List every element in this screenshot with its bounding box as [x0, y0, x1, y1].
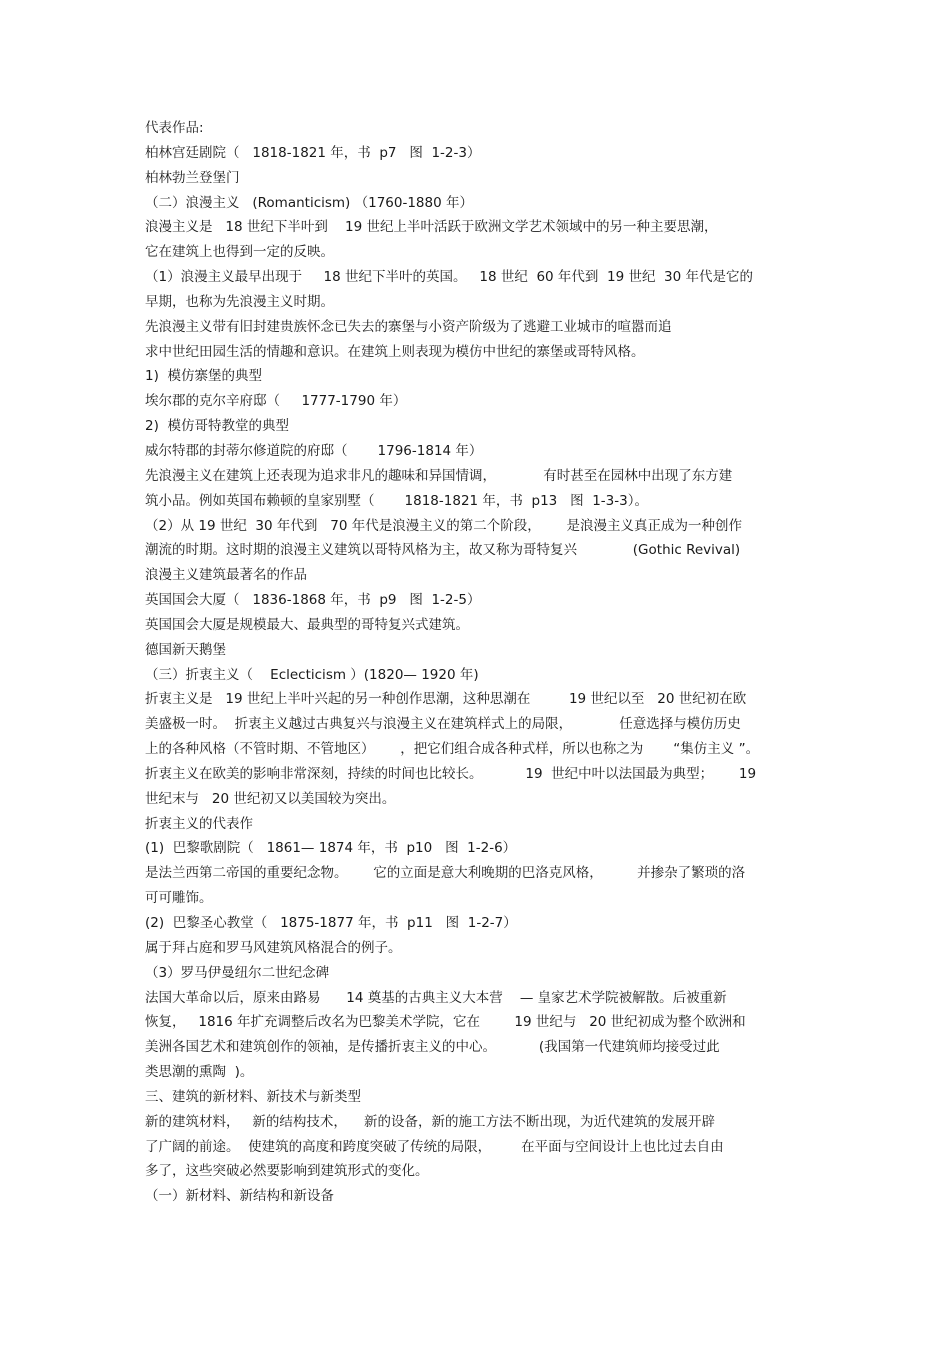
text-line: 先浪漫主义在建筑上还表现为追求非凡的趣味和异国情调， 有时甚至在园林中出现了东方建: [145, 467, 733, 484]
text-line: （1）浪漫主义最早出现于 18 世纪下半叶的英国。 18 世纪 60 年代到 19 世纪 30 年代是它的: [145, 269, 754, 286]
text-line: 上的各种风格（不管时期、不管地区） ，把它们组合成各种式样，所以也称之为 “集仿主义 ”。: [145, 741, 760, 758]
text-line: 折衷主义的代表作: [145, 815, 253, 832]
text-line: 英国国会大厦（ 1836-1868 年，书 p9 图 1-2-5）: [145, 592, 481, 609]
text-line: 恢复， 1816 年扩充调整后改名为巴黎美术学院，它在 19 世纪与 20 世纪初成为整个欧洲和: [145, 1014, 746, 1031]
text-line: 可可雕饰。: [145, 890, 213, 907]
text-line: 筑小品。例如英国布赖顿的皇家别墅（ 1818-1821 年，书 p13 图 1-3-3）。: [145, 492, 648, 509]
text-line: 德国新天鹅堡: [145, 641, 226, 658]
text-line: 代表作品:: [145, 120, 204, 136]
text-line: 英国国会大厦是规模最大、最典型的哥特复兴式建筑。: [145, 616, 469, 633]
text-line: 是法兰西第二帝国的重要纪念物。 它的立面是意大利晚期的巴洛克风格， 并掺杂了繁琐的洛: [145, 865, 746, 882]
text-line: 威尔特郡的封蒂尔修道院的府邸（ 1796-1814 年）: [145, 442, 483, 459]
text-line: 潮流的时期。这时期的浪漫主义建筑以哥特风格为主，故又称为哥特复兴 (Gothic Revival): [145, 542, 741, 559]
document-body: [145, 116, 845, 1209]
section-heading: （三）折衷主义（ Eclecticism ）(1820— 1920 年): [145, 666, 479, 683]
text-line: 美盛极一时。 折衷主义越过古典复兴与浪漫主义在建筑样式上的局限， 任意选择与模仿历史: [145, 716, 741, 733]
chapter-heading: 三、建筑的新材料、新技术与新类型: [145, 1088, 361, 1105]
text-line: (2) 巴黎圣心教堂（ 1875-1877 年，书 p11 图 1-2-7）: [145, 915, 517, 931]
text-line: 新的建筑材料， 新的结构技术， 新的设备，新的施工方法不断出现，为近代建筑的发展开辟: [145, 1113, 716, 1130]
text-line: 它在建筑上也得到一定的反映。: [145, 244, 334, 261]
section-heading: （一）新材料、新结构和新设备: [145, 1188, 334, 1205]
text-line: 折衷主义在欧美的影响非常深刻，持续的时间也比较长。 19 世纪中叶以法国最为典型； 19: [145, 765, 757, 782]
section-heading: （二）浪漫主义 (Romanticism) （1760-1880 年）: [145, 194, 473, 211]
text-line: 类思潮的熏陶 )。: [145, 1064, 254, 1081]
text-line: 法国大革命以后，原来由路易 14 奠基的古典主义大本营 — 皇家艺术学院被解散。后被重新: [145, 989, 727, 1006]
text-line: 浪漫主义建筑最著名的作品: [145, 567, 307, 584]
text-line: 浪漫主义是 18 世纪下半叶到 19 世纪上半叶活跃于欧洲文学艺术领域中的另一种主要思潮，: [145, 219, 718, 236]
text-line: 柏林宫廷剧院（ 1818-1821 年，书 p7 图 1-2-3）: [145, 144, 481, 161]
text-line: 了广阔的前途。 使建筑的高度和跨度突破了传统的局限， 在平面与空间设计上也比过去自由: [145, 1138, 724, 1155]
text-line: 2) 模仿哥特教堂的典型: [145, 418, 289, 435]
text-line: 世纪末与 20 世纪初又以美国较为突出。: [145, 790, 396, 807]
text-line: 多了，这些突破必然要影响到建筑形式的变化。: [145, 1163, 429, 1180]
text-line: （2）从 19 世纪 30 年代到 70 年代是浪漫主义的第二个阶段， 是浪漫主义真正成为一种创作: [145, 517, 742, 534]
text-line: 美洲各国艺术和建筑创作的领袖，是传播折衷主义的中心。 (我国第一代建筑师均接受过此: [145, 1039, 720, 1056]
text-line: 埃尔郡的克尔辛府邸（ 1777-1790 年）: [145, 393, 407, 410]
text-line: 早期，也称为先浪漫主义时期。: [145, 293, 334, 310]
text-line: 求中世纪田园生活的情趣和意识。在建筑上则表现为模仿中世纪的寨堡或哥特风格。: [145, 343, 645, 360]
text-line: 折衷主义是 19 世纪上半叶兴起的另一种创作思潮，这种思潮在 19 世纪以至 20 世纪初在欧: [145, 691, 747, 708]
text-line: 1) 模仿寨堡的典型: [145, 368, 262, 385]
text-line: 柏林勃兰登堡门: [145, 169, 240, 186]
text-line: （3）罗马伊曼纽尔二世纪念碑: [145, 964, 330, 981]
text-line: 属于拜占庭和罗马风建筑风格混合的例子。: [145, 939, 402, 956]
text-line: (1) 巴黎歌剧院（ 1861— 1874 年，书 p10 图 1-2-6）: [145, 840, 517, 857]
text-line: 先浪漫主义带有旧封建贵族怀念已失去的寨堡与小资产阶级为了逃避工业城市的喧嚣而追: [145, 318, 672, 335]
